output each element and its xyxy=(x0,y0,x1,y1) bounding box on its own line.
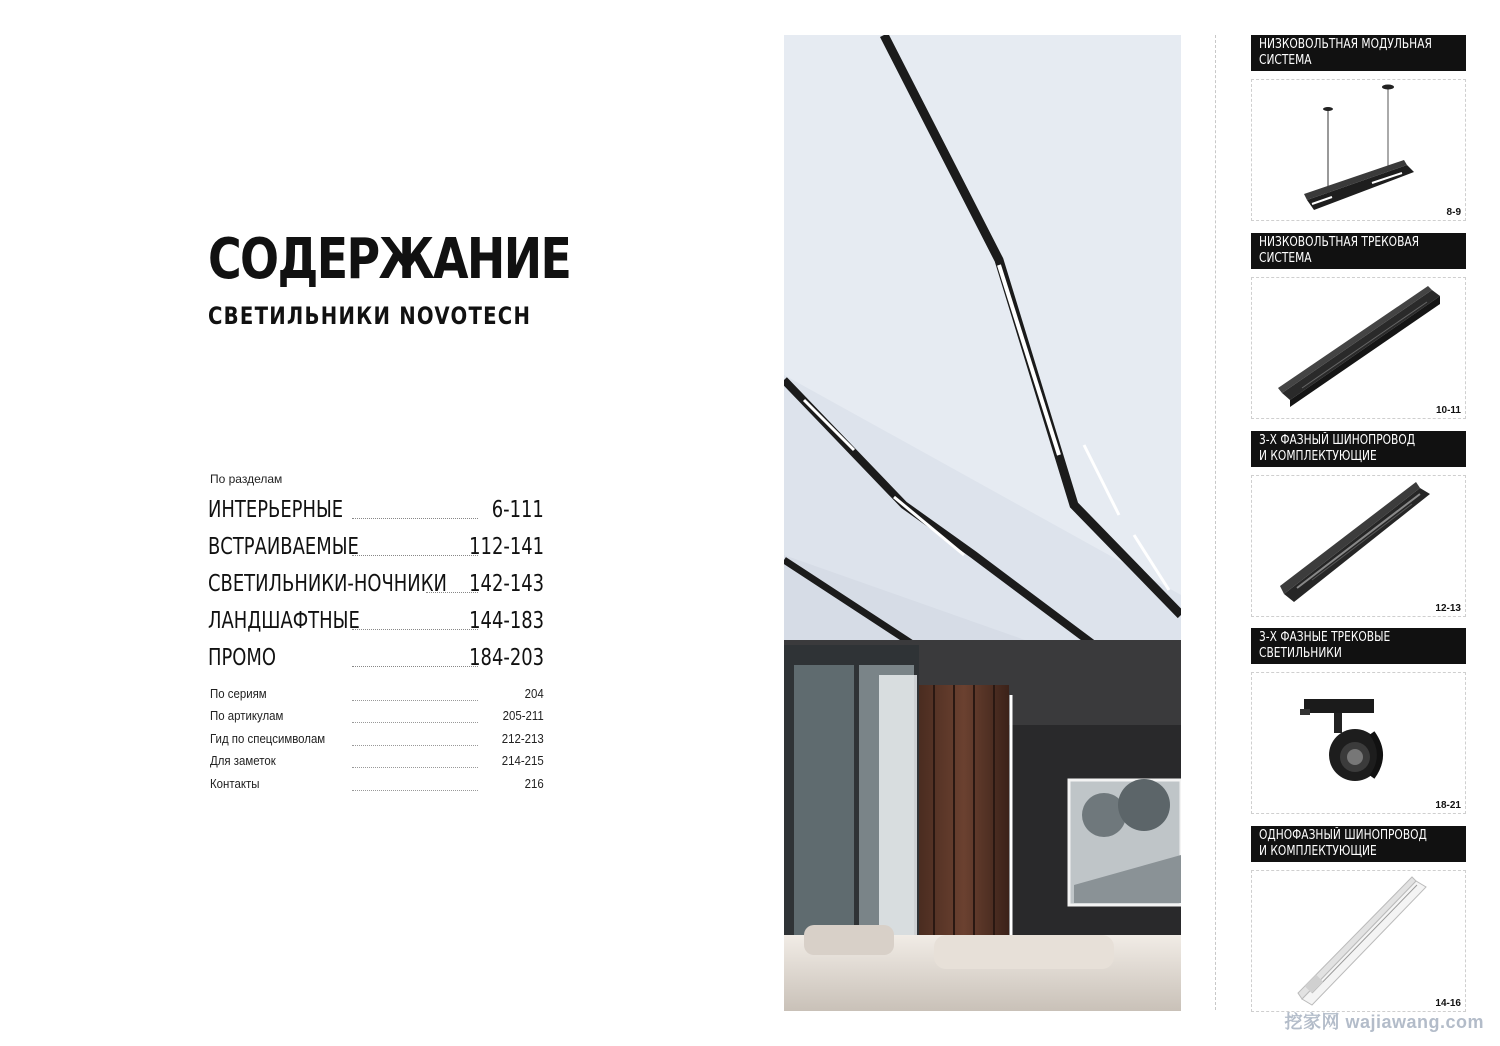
toc-entry-label: Для заметок xyxy=(210,753,276,769)
toc-entry-by-article[interactable] xyxy=(210,708,544,730)
toc-entry-label: СВЕТИЛЬНИКИ-НОЧНИКИ xyxy=(208,571,447,597)
toc-entry-pages: 112-141 xyxy=(469,534,544,560)
toc-entry-pages: 142-143 xyxy=(469,571,544,597)
category-header xyxy=(1251,826,1466,862)
toc-leader-dots xyxy=(352,790,478,791)
toc-leader-dots xyxy=(352,555,478,556)
watermark-text: 挖家网 wajiawang.com xyxy=(1284,1012,1484,1032)
page-title: СОДЕРЖАНИЕ xyxy=(208,227,571,292)
single-phase-busbar-icon xyxy=(1252,871,1465,1011)
toc-entry-label: По артикулам xyxy=(210,708,284,724)
category-image xyxy=(1251,475,1466,617)
toc-leader-dots xyxy=(352,700,478,701)
category-image xyxy=(1251,870,1466,1012)
category-title-line2: СИСТЕМА xyxy=(1259,53,1312,68)
toc-leader-dots xyxy=(352,518,478,519)
category-header xyxy=(1251,431,1466,467)
category-pages: 8-9 xyxy=(1446,207,1461,218)
toc-entry-night-lights[interactable] xyxy=(208,571,544,608)
toc-entry-pages: 205-211 xyxy=(502,708,544,724)
category-three-phase-spotlights[interactable] xyxy=(1251,628,1466,814)
track-spotlight-icon xyxy=(1252,673,1465,813)
toc-leader-dots xyxy=(352,629,478,630)
track-profile-icon xyxy=(1252,278,1465,418)
pendant-linear-lamp-icon xyxy=(1252,80,1465,220)
category-title-line1: 3-Х ФАЗНЫЙ ШИНОПРОВОД xyxy=(1259,433,1416,448)
three-phase-busbar-icon xyxy=(1252,476,1465,616)
category-header xyxy=(1251,628,1466,664)
toc-leader-dots xyxy=(352,767,478,768)
toc-entry-landscape[interactable] xyxy=(208,608,544,645)
category-low-voltage-track[interactable] xyxy=(1251,233,1466,419)
interior-illustration xyxy=(784,35,1181,1011)
toc-leader-dots xyxy=(352,722,478,723)
category-header xyxy=(1251,233,1466,269)
toc-entry-label: ВСТРАИВАЕМЫЕ xyxy=(208,534,359,560)
toc-minor-list xyxy=(210,686,544,798)
category-pages: 14-16 xyxy=(1435,998,1461,1009)
toc-entry-symbols-guide[interactable] xyxy=(210,731,544,753)
toc-entry-pages: 214-215 xyxy=(502,753,544,769)
category-pages: 12-13 xyxy=(1435,603,1461,614)
category-title-line2: СИСТЕМА xyxy=(1259,251,1312,266)
toc-entry-label: Гид по спецсимволам xyxy=(210,730,326,746)
toc-entry-pages: 184-203 xyxy=(469,645,544,671)
toc-entry-interior[interactable] xyxy=(208,497,544,534)
category-title-line1: НИЗКОВОЛЬТНАЯ МОДУЛЬНАЯ xyxy=(1259,37,1432,52)
toc-entry-contacts[interactable] xyxy=(210,776,544,798)
toc-entry-label: По сериям xyxy=(210,686,267,701)
category-image xyxy=(1251,79,1466,221)
category-title-line1: 3-Х ФАЗНЫЕ ТРЕКОВЫЕ xyxy=(1259,630,1391,645)
category-title-line1: НИЗКОВОЛЬТНАЯ ТРЕКОВАЯ xyxy=(1259,235,1420,250)
interior-photo xyxy=(784,35,1181,1011)
category-title-line1: ОДНОФАЗНЫЙ ШИНОПРОВОД xyxy=(1259,828,1427,843)
toc-entry-label: ПРОМО xyxy=(208,645,277,671)
category-three-phase-busbar[interactable] xyxy=(1251,431,1466,617)
toc-entry-label: Контакты xyxy=(210,775,260,791)
category-pages: 10-11 xyxy=(1435,405,1461,416)
toc-entry-label: ИНТЕРЬЕРНЫЕ xyxy=(208,497,344,523)
toc-major-list xyxy=(208,497,544,682)
toc-entry-pages: 6-111 xyxy=(491,497,544,523)
category-title-line2: И КОМПЛЕКТУЮЩИЕ xyxy=(1259,844,1377,859)
toc-entry-pages: 216 xyxy=(524,775,544,791)
toc-entry-pages: 212-213 xyxy=(502,730,544,746)
toc-entry-promo[interactable] xyxy=(208,645,544,682)
toc-section-caption: По разделам xyxy=(210,472,283,486)
category-image xyxy=(1251,277,1466,419)
category-image xyxy=(1251,672,1466,814)
category-single-phase-busbar[interactable] xyxy=(1251,826,1466,1012)
toc-entry-by-series[interactable] xyxy=(210,686,544,708)
page-subtitle: СВЕТИЛЬНИКИ NOVOTECH xyxy=(208,302,532,330)
category-title-line2: И КОМПЛЕКТУЮЩИЕ xyxy=(1259,449,1377,464)
toc-entry-pages: 204 xyxy=(524,686,544,701)
column-divider xyxy=(1215,35,1216,1010)
category-header xyxy=(1251,35,1466,71)
category-low-voltage-modular[interactable] xyxy=(1251,35,1466,221)
toc-leader-dots xyxy=(352,666,478,667)
category-title-line2: СВЕТИЛЬНИКИ xyxy=(1259,646,1342,661)
category-pages: 18-21 xyxy=(1435,800,1461,811)
toc-entry-pages: 144-183 xyxy=(469,608,544,634)
toc-leader-dots xyxy=(352,745,478,746)
toc-entry-label: ЛАНДШАФТНЫЕ xyxy=(208,608,360,634)
toc-entry-recessed[interactable] xyxy=(208,534,544,571)
toc-entry-notes[interactable] xyxy=(210,753,544,775)
